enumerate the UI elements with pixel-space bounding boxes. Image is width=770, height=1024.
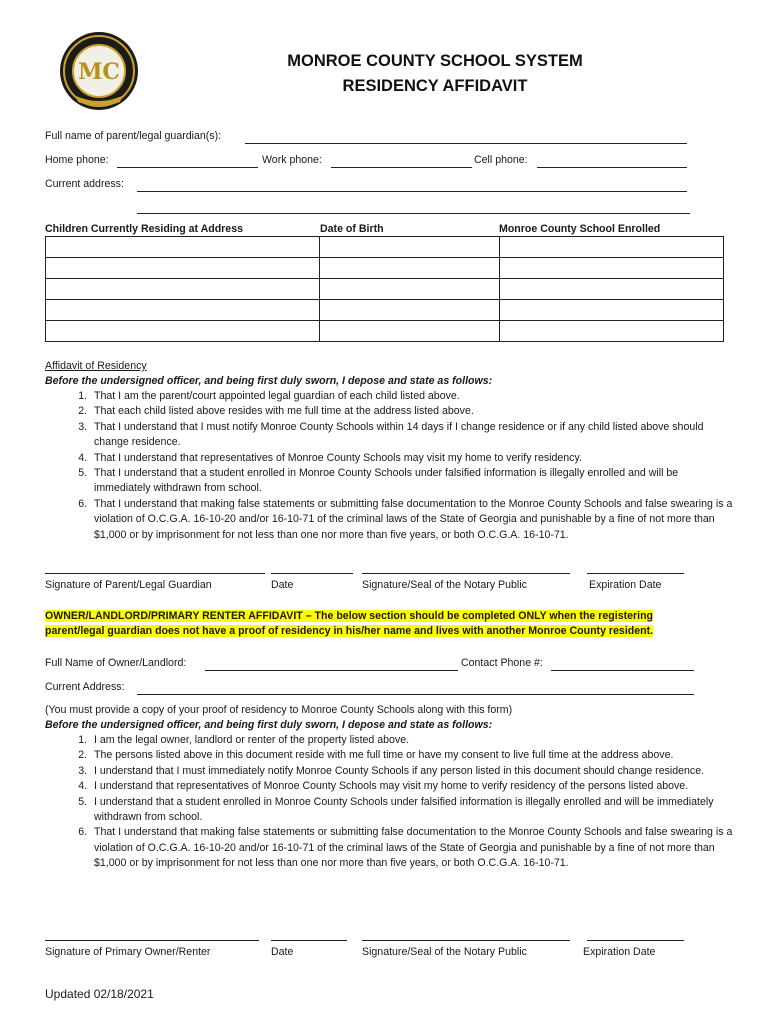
list-item: 5. That I understand that a student enrolled in Monroe County Schools under falsified information is illegally enrolled and will be immediately withdrawn from school. xyxy=(90,466,735,497)
table-cell[interactable] xyxy=(46,258,320,279)
expiration-label: Expiration Date xyxy=(589,579,662,591)
table-cell[interactable] xyxy=(46,300,320,321)
page-subtitle: RESIDENCY AFFIDAVIT xyxy=(342,77,528,95)
table-row xyxy=(46,321,724,342)
table-row xyxy=(46,258,724,279)
list-item: 6. That I understand that making false statements or submitting false documentation to the Monroe County Schools and false swearing is a violation of O.C.G.A. 16-10-20 and/or 16-10-71 of the criminal laws of the State of Georgia and punishable by a fine of not more than $1,000 or by imprisonment for not less than one nor more than five years, or both O.C.G.A. 16-10-71. xyxy=(90,497,735,543)
page-title: MONROE COUNTY SCHOOL SYSTEM xyxy=(287,52,583,70)
affidavit-heading: Affidavit of Residency xyxy=(45,360,147,372)
table-cell[interactable] xyxy=(500,279,724,300)
contact-phone-label: Contact Phone #: xyxy=(461,657,543,669)
guardian-name-field[interactable] xyxy=(245,143,687,144)
guardian-signature-label: Signature of Parent/Legal Guardian xyxy=(45,579,212,591)
school-column-header: Monroe County School Enrolled xyxy=(499,223,661,235)
table-cell[interactable] xyxy=(500,321,724,342)
table-cell[interactable] xyxy=(46,321,320,342)
current-address-field[interactable] xyxy=(137,191,687,192)
work-phone-label: Work phone: xyxy=(262,154,322,166)
date-label: Date xyxy=(271,579,294,591)
updated-date: Updated 02/18/2021 xyxy=(45,987,154,1001)
owner-date-line[interactable] xyxy=(271,940,347,941)
home-phone-field[interactable] xyxy=(117,167,258,168)
current-address-field-line2[interactable] xyxy=(137,213,690,214)
list-item: 4. I understand that representatives of Monroe County Schools may visit my home to verify residency of the persons listed above. xyxy=(90,779,735,794)
notary-label: Signature/Seal of the Notary Public xyxy=(362,579,527,591)
list-item: 5. I understand that a student enrolled in Monroe County Schools under falsified information is illegally enrolled and will be immediately withdrawn from school. xyxy=(90,795,735,826)
table-cell[interactable] xyxy=(46,279,320,300)
list-item: 3. That I understand that I must notify Monroe County Schools within 14 days if I change residence or if any child listed above should change residence. xyxy=(90,420,735,451)
guardian-signature-line[interactable] xyxy=(45,573,265,574)
notary2-signature-line[interactable] xyxy=(362,940,570,941)
contact-phone-field[interactable] xyxy=(551,670,694,671)
table-row xyxy=(46,300,724,321)
owner-notice-line1: OWNER/LANDLORD/PRIMARY RENTER AFFIDAVIT – The below section should be completed ONLY when the registering xyxy=(45,610,654,622)
table-cell[interactable] xyxy=(320,237,500,258)
list-item: 3. I understand that I must immediately notify Monroe County Schools if any person listed in this document should change residence. xyxy=(90,764,735,779)
owner-name-label: Full Name of Owner/Landlord: xyxy=(45,657,187,669)
owner-address-label: Current Address: xyxy=(45,681,125,693)
table-cell[interactable] xyxy=(500,300,724,321)
owner-name-field[interactable] xyxy=(205,670,458,671)
table-cell[interactable] xyxy=(320,321,500,342)
list-item: 2. That each child listed above resides with me full time at the address listed above. xyxy=(90,404,735,419)
list-item: 6. That I understand that making false statements or submitting false documentation to the Monroe County Schools and false swearing is a violation of O.C.G.A. 16-10-20 and/or 16-10-71 of the criminal laws of the State of Georgia and punishable by a fine of not more than $1,000 or by imprisonment for not less than one nor more than five years, or both O.C.G.A. 16-10-71. xyxy=(90,825,735,871)
affidavit-oath: Before the undersigned officer, and being first duly sworn, I depose and state as follows: xyxy=(45,375,493,387)
guardian-name-label: Full name of parent/legal guardian(s): xyxy=(45,130,222,142)
table-cell[interactable] xyxy=(320,279,500,300)
current-address-label: Current address: xyxy=(45,178,124,190)
list-item: 4. That I understand that representatives of Monroe County Schools may visit my home to verify residency. xyxy=(90,451,735,466)
cell-phone-label: Cell phone: xyxy=(474,154,528,166)
owner-signature-line[interactable] xyxy=(45,940,259,941)
owner-signature-label: Signature of Primary Owner/Renter xyxy=(45,946,211,958)
owner-address-field[interactable] xyxy=(137,694,694,695)
notary-signature-line[interactable] xyxy=(362,573,570,574)
date-label-2: Date xyxy=(271,946,294,958)
table-row xyxy=(46,279,724,300)
table-cell[interactable] xyxy=(320,300,500,321)
home-phone-label: Home phone: xyxy=(45,154,109,166)
list-item: 1. I am the legal owner, landlord or renter of the property listed above. xyxy=(90,733,735,748)
table-cell[interactable] xyxy=(500,237,724,258)
owner-notice-line2: parent/legal guardian does not have a proof of residency in his/her name and lives with another Monroe County resident. xyxy=(45,625,654,637)
guardian-date-line[interactable] xyxy=(271,573,353,574)
owner-affidavit-list xyxy=(45,733,735,872)
school-seal-logo xyxy=(58,30,140,112)
owner-oath: Before the undersigned officer, and being first duly sworn, I depose and state as follows: xyxy=(45,719,493,731)
children-table xyxy=(45,236,724,342)
children-column-header: Children Currently Residing at Address xyxy=(45,223,243,235)
affidavit-list xyxy=(45,389,735,543)
notary-label-2: Signature/Seal of the Notary Public xyxy=(362,946,527,958)
dob-column-header: Date of Birth xyxy=(320,223,384,235)
work-phone-field[interactable] xyxy=(331,167,472,168)
list-item: 1. That I am the parent/court appointed legal guardian of each child listed above. xyxy=(90,389,735,404)
table-cell[interactable] xyxy=(46,237,320,258)
table-row xyxy=(46,237,724,258)
expiration-label-2: Expiration Date xyxy=(583,946,656,958)
cell-phone-field[interactable] xyxy=(537,167,687,168)
list-item: 2. The persons listed above in this document reside with me full time or have my consent to live full time at the address above. xyxy=(90,748,735,763)
table-cell[interactable] xyxy=(500,258,724,279)
table-cell[interactable] xyxy=(320,258,500,279)
logo-monogram: MC xyxy=(78,59,120,85)
expiration2-date-line[interactable] xyxy=(587,940,684,941)
expiration-date-line[interactable] xyxy=(587,573,684,574)
proof-note: (You must provide a copy of your proof of residency to Monroe County Schools along with this form) xyxy=(45,704,513,716)
